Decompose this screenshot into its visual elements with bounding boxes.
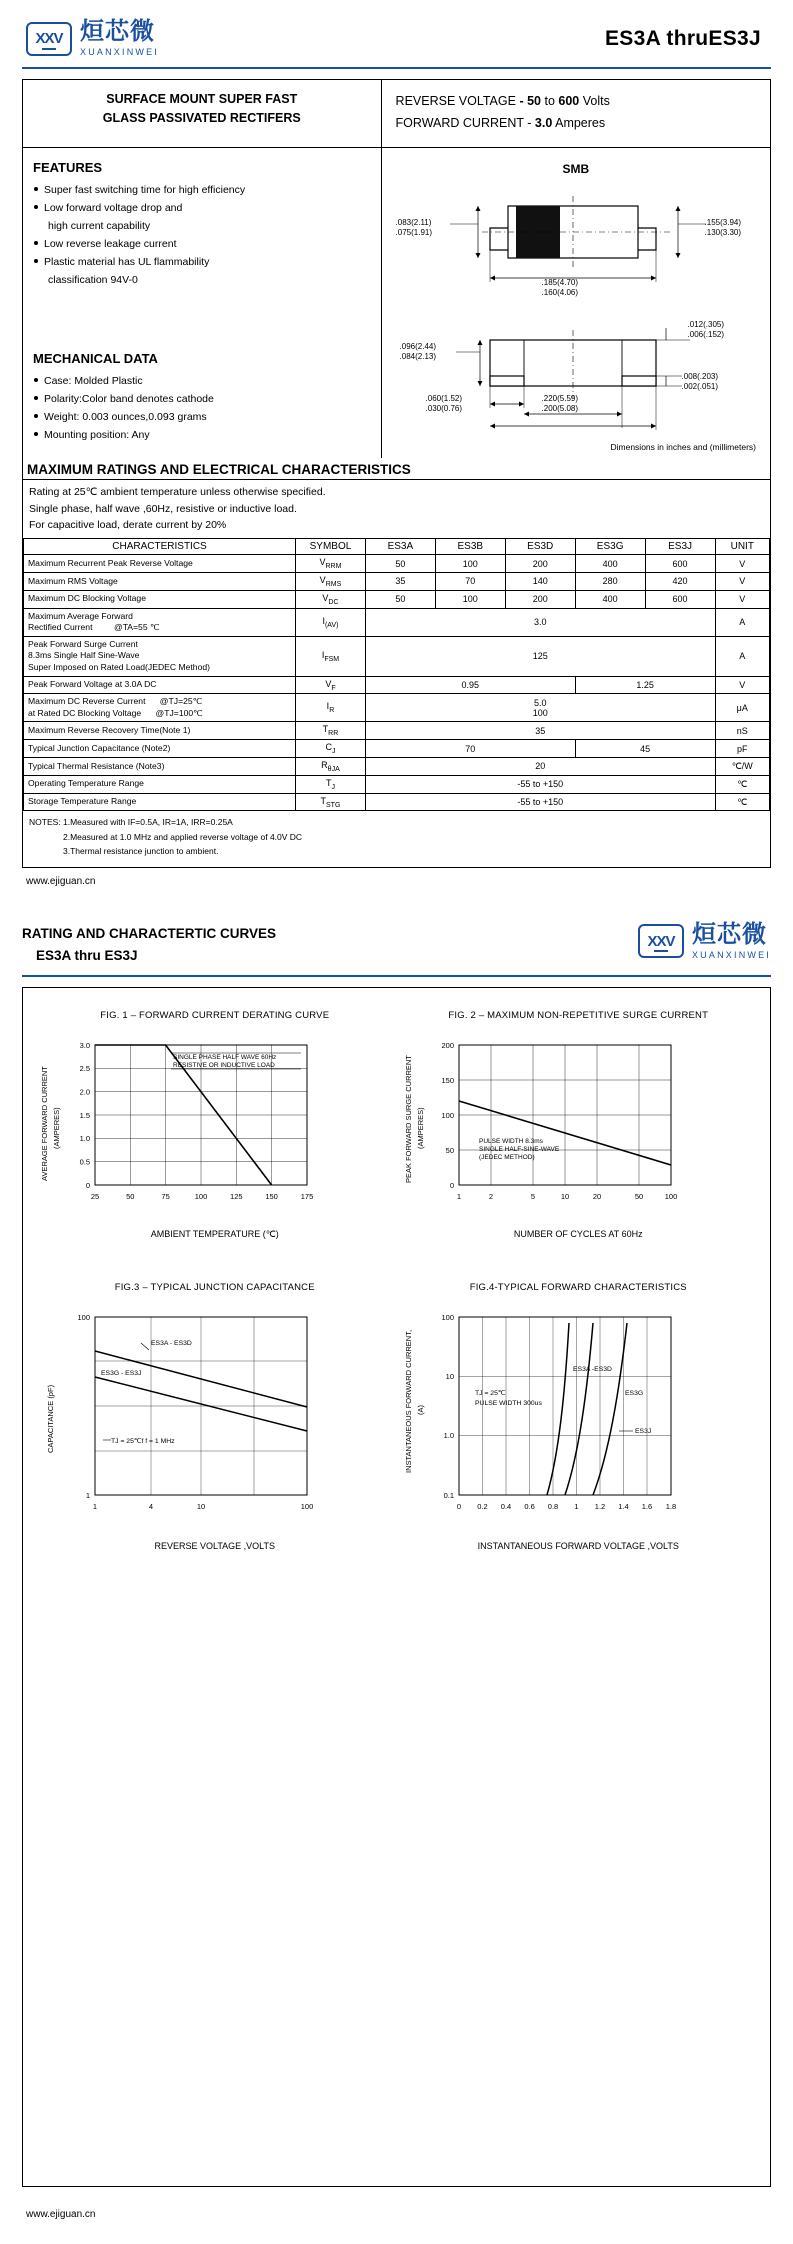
col-es3d: ES3D <box>505 539 575 555</box>
datasheet-frame <box>22 79 771 868</box>
row-characteristic: Maximum Reverse Recovery Time(Note 1) <box>24 722 296 740</box>
ratings-condition-line: Rating at 25℃ ambient temperature unless otherwise specified. <box>29 485 326 498</box>
logo-mark-icon: XXV <box>26 22 72 56</box>
page-header <box>22 18 771 69</box>
row-value: 70 <box>435 572 505 590</box>
dim-d1: .096(2.44) <box>399 341 437 351</box>
logo-mark-icon: XXV <box>638 924 684 958</box>
table-row <box>24 775 770 793</box>
svg-text:100: 100 <box>440 1313 454 1323</box>
svg-text:100: 100 <box>664 1192 677 1202</box>
table-header-row <box>24 539 770 555</box>
features-list <box>33 181 371 289</box>
package-side-view <box>390 178 762 306</box>
dim-g1: .220(5.59) <box>541 393 579 403</box>
table-row <box>24 722 770 740</box>
row-symbol: $C_J$ <box>296 740 366 758</box>
row-characteristic: Typical Thermal Resistance (Note3) <box>24 758 296 776</box>
svg-text:75: 75 <box>161 1192 170 1202</box>
figure-2-plot <box>397 1031 727 1221</box>
svg-text:175: 175 <box>300 1192 314 1202</box>
forward-current-value: 3.0 <box>534 115 553 130</box>
figure-2-title: FIG. 2 – MAXIMUM NON-REPETITIVE SURGE CURRENT <box>448 1010 709 1022</box>
row-value: 420 <box>645 572 715 590</box>
mechanical-data-title: MECHANICAL DATA <box>33 351 158 367</box>
list-item: Polarity:Color band denotes cathode <box>33 390 371 408</box>
figure-1-plot <box>33 1031 363 1221</box>
dim-a2: .075(1.91) <box>395 228 433 238</box>
svg-text:2.5: 2.5 <box>79 1064 90 1074</box>
svg-text:1.4: 1.4 <box>617 1502 629 1512</box>
ratings-banner <box>382 80 770 147</box>
row-characteristic: Operating Temperature Range <box>24 775 296 793</box>
svg-text:125: 125 <box>230 1192 243 1202</box>
row-unit: V <box>715 676 769 694</box>
list-item: Low forward voltage drop and <box>33 199 371 217</box>
mechanical-data-list <box>33 372 371 444</box>
svg-text:50: 50 <box>634 1192 643 1202</box>
svg-text:3.0: 3.0 <box>79 1041 90 1051</box>
svg-text:(JEDEC METHOD): (JEDEC METHOD) <box>478 1154 535 1162</box>
row-characteristic: Peak Forward Voltage at 3.0A DC <box>24 676 296 694</box>
forward-current-label: FORWARD CURRENT - <box>395 115 532 130</box>
list-item: classification 94V-0 <box>48 273 138 286</box>
figure-grid <box>33 1010 760 1551</box>
features-and-drawings <box>23 148 770 458</box>
table-row <box>24 555 770 573</box>
svg-text:ES3A -ES3D: ES3A -ES3D <box>572 1366 612 1374</box>
ratings-condition-line: For capacitive load, derate current by 20% <box>29 519 227 532</box>
dim-a1: .083(2.11) <box>395 217 432 227</box>
col-es3b: ES3B <box>435 539 505 555</box>
svg-text:100: 100 <box>194 1192 208 1202</box>
part-number-title: ES3A thruES3J <box>604 26 761 50</box>
row-value: 0.95 <box>365 676 575 694</box>
row-value: 140 <box>505 572 575 590</box>
row-unit: A <box>715 608 769 636</box>
row-unit: ℃/W <box>715 758 769 776</box>
brand-name-cn: 烜芯微 <box>691 920 767 948</box>
max-ratings-title: MAXIMUM RATINGS AND ELECTRICAL CHARACTERISTICS <box>23 458 770 480</box>
svg-text:PEAK FORWARD SURGE CURRENT: PEAK FORWARD SURGE CURRENT <box>403 1055 413 1184</box>
row-value: 600 <box>645 555 715 573</box>
figure-4 <box>397 1282 761 1551</box>
row-characteristic: Storage Temperature Range <box>24 793 296 811</box>
row-unit: pF <box>715 740 769 758</box>
page-2 <box>0 897 793 2241</box>
dim-d2: .084(2.13) <box>399 352 437 362</box>
svg-text:(A): (A) <box>415 1405 425 1416</box>
row-symbol: $I_{FSM}$ <box>296 636 366 676</box>
row-value: 200 <box>505 590 575 608</box>
svg-text:1: 1 <box>92 1502 98 1512</box>
row-value: 400 <box>575 590 645 608</box>
figure-3 <box>33 1282 397 1551</box>
row-value: 400 <box>575 555 645 573</box>
dim-b1: .155(3.94) <box>704 217 742 227</box>
note-3: 3.Thermal resistance junction to ambient. <box>63 846 219 857</box>
svg-text:AVERAGE FORWARD CURRENT: AVERAGE FORWARD CURRENT <box>40 1066 49 1182</box>
svg-text:INSTANTANEOUS FORWARD CURRENT,: INSTANTANEOUS FORWARD CURRENT, <box>403 1330 413 1474</box>
page2-title-line1: RATING AND CHARACTERTIC CURVES <box>22 925 277 941</box>
svg-text:4: 4 <box>148 1502 154 1512</box>
row-characteristic: Maximum Recurrent Peak Reverse Voltage <box>24 555 296 573</box>
table-row <box>24 572 770 590</box>
figure-1-title: FIG. 1 – FORWARD CURRENT DERATING CURVE <box>100 1010 330 1022</box>
col-symbol: SYMBOL <box>296 539 366 555</box>
row-value: -55 to +150 <box>365 793 715 811</box>
figure-2-xlabel: NUMBER OF CYCLES AT 60Hz <box>513 1229 643 1240</box>
svg-text:25: 25 <box>90 1192 100 1202</box>
figure-3-plot <box>33 1303 363 1533</box>
row-characteristic: Peak Forward Surge Current 8.3ms Single Half Sine-Wave Super Imposed on Rated Load(JEDEC Method) <box>24 636 296 676</box>
svg-text:2: 2 <box>488 1192 493 1202</box>
svg-text:ES3J: ES3J <box>634 1428 651 1436</box>
page2-header <box>22 920 771 978</box>
svg-text:5: 5 <box>530 1192 535 1202</box>
package-footprint-view <box>390 318 762 438</box>
brand-name-en: XUANXINWEI <box>80 47 160 57</box>
table-body <box>24 555 770 811</box>
svg-text:1.2: 1.2 <box>594 1502 605 1512</box>
brand-name-cn: 烜芯微 <box>80 18 155 45</box>
note-1: NOTES: 1.Measured with IF=0.5A, IR=1A, IRR=0.25A <box>29 817 233 828</box>
brand-logo <box>26 20 159 57</box>
svg-text:20: 20 <box>592 1192 601 1202</box>
ratings-conditions <box>23 480 770 538</box>
svg-text:ES3G - ES3J: ES3G - ES3J <box>101 1370 142 1378</box>
svg-text:ES3A - ES3D: ES3A - ES3D <box>151 1340 192 1348</box>
svg-text:CAPACITANCE (pF): CAPACITANCE (pF) <box>46 1385 55 1454</box>
row-symbol: $I_{(AV)}$ <box>296 608 366 636</box>
banner-line-2: GLASS PASSIVATED RECTIFERS <box>102 111 301 126</box>
col-es3a: ES3A <box>365 539 435 555</box>
list-item: Weight: 0.003 ounces,0.093 grams <box>33 408 371 426</box>
svg-text:200: 200 <box>440 1041 454 1051</box>
svg-text:100: 100 <box>77 1313 90 1323</box>
table-row <box>24 676 770 694</box>
curves-frame <box>22 987 771 2187</box>
row-symbol: $R_{\theta JA}$ <box>296 758 366 776</box>
features-title: FEATURES <box>33 159 103 175</box>
svg-text:10: 10 <box>445 1372 454 1382</box>
svg-text:100: 100 <box>300 1502 314 1512</box>
svg-text:0.5: 0.5 <box>79 1157 90 1167</box>
ratings-condition-line: Single phase, half wave ,60Hz, resistive or inductive load. <box>29 502 297 515</box>
dim-f2: .030(0.76) <box>425 404 463 414</box>
row-value: 35 <box>365 572 435 590</box>
reverse-voltage-line <box>396 91 764 113</box>
dim-b2: .130(3.30) <box>704 228 742 238</box>
list-item: high current capability <box>48 219 151 232</box>
list-item: Low reverse leakage current <box>33 235 371 253</box>
svg-text:TJ = 25℃: TJ = 25℃ <box>474 1390 505 1398</box>
svg-text:1: 1 <box>573 1502 579 1512</box>
svg-text:SINGLE PHASE HALF WAVE 60Hz: SINGLE PHASE HALF WAVE 60Hz <box>173 1054 277 1062</box>
svg-text:(AMPERES): (AMPERES) <box>415 1107 425 1150</box>
svg-text:(AMPERES): (AMPERES) <box>52 1107 61 1150</box>
reverse-voltage-min: - 50 <box>519 94 541 108</box>
svg-text:0.8: 0.8 <box>547 1502 558 1512</box>
row-value: 5.0 100 <box>365 694 715 722</box>
row-value: -55 to +150 <box>365 775 715 793</box>
row-symbol: $V_{RRM}$ <box>296 555 366 573</box>
row-unit: V <box>715 572 769 590</box>
row-characteristic: Typical Junction Capacitance (Note2) <box>24 740 296 758</box>
svg-text:1.0: 1.0 <box>79 1134 90 1144</box>
row-value: 20 <box>365 758 715 776</box>
list-item: Plastic material has UL flammability <box>33 253 371 271</box>
reverse-voltage-to: to <box>544 94 555 108</box>
row-symbol: $V_{RMS}$ <box>296 572 366 590</box>
svg-text:150: 150 <box>440 1076 454 1086</box>
row-characteristic: Maximum DC Blocking Voltage <box>24 590 296 608</box>
svg-text:0.6: 0.6 <box>523 1502 535 1512</box>
svg-text:10: 10 <box>560 1192 569 1202</box>
brand-name-en: XUANXINWEI <box>691 949 771 960</box>
svg-text:1: 1 <box>85 1491 90 1501</box>
svg-text:1.5: 1.5 <box>79 1111 90 1121</box>
list-item: Case: Molded Plastic <box>33 372 371 390</box>
svg-text:PULSE WIDTH 8.3ms: PULSE WIDTH 8.3ms <box>478 1138 543 1146</box>
svg-text:1.0: 1.0 <box>443 1431 454 1441</box>
row-value: 45 <box>575 740 715 758</box>
row-unit: V <box>715 555 769 573</box>
svg-text:0: 0 <box>456 1502 461 1512</box>
row-unit: V <box>715 590 769 608</box>
row-symbol: $T_{STG}$ <box>296 793 366 811</box>
row-value: 3.0 <box>365 608 715 636</box>
product-banner <box>23 80 382 147</box>
svg-text:0: 0 <box>85 1181 90 1191</box>
list-item: Mounting position: Any <box>33 426 371 444</box>
col-es3g: ES3G <box>575 539 645 555</box>
svg-text:PULSE WIDTH 300us: PULSE WIDTH 300us <box>474 1400 542 1408</box>
row-unit: ℃ <box>715 793 769 811</box>
forward-current-line <box>396 113 764 135</box>
svg-text:0.4: 0.4 <box>500 1502 511 1512</box>
svg-text:1: 1 <box>456 1192 461 1202</box>
svg-text:10: 10 <box>196 1502 206 1512</box>
footer-website[interactable]: www.ejiguan.cn <box>26 875 96 887</box>
page-1 <box>0 0 793 897</box>
row-value: 50 <box>365 590 435 608</box>
dim-h1: .008(.203) <box>681 371 719 381</box>
row-symbol: $T_{RR}$ <box>296 722 366 740</box>
row-value: 200 <box>505 555 575 573</box>
reverse-voltage-max: 600 <box>558 94 580 108</box>
row-symbol: $I_R$ <box>296 694 366 722</box>
dim-e1: .012(.305) <box>687 319 725 329</box>
svg-text:1.6: 1.6 <box>641 1502 652 1512</box>
svg-text:50: 50 <box>445 1146 454 1156</box>
svg-text:1.8: 1.8 <box>665 1502 676 1512</box>
table-row <box>24 590 770 608</box>
table-row <box>24 694 770 722</box>
svg-text:50: 50 <box>126 1192 135 1202</box>
svg-text:0.1: 0.1 <box>443 1491 454 1501</box>
table-row <box>24 636 770 676</box>
row-symbol: $V_{DC}$ <box>296 590 366 608</box>
page2-title-line2: ES3A thru ES3J <box>36 948 138 964</box>
footer-website-2[interactable]: www.ejiguan.cn <box>26 2209 96 2221</box>
col-es3j: ES3J <box>645 539 715 555</box>
row-symbol: $T_J$ <box>296 775 366 793</box>
reverse-voltage-unit: Volts <box>582 94 610 108</box>
table-row <box>24 608 770 636</box>
svg-text:100: 100 <box>440 1111 454 1121</box>
table-row <box>24 758 770 776</box>
svg-text:RESISTIVE OR INDUCTIVE LOAD: RESISTIVE OR INDUCTIVE LOAD <box>173 1062 275 1070</box>
table-row <box>24 740 770 758</box>
dim-g2: .200(5.08) <box>541 404 579 414</box>
row-characteristic: Maximum RMS Voltage <box>24 572 296 590</box>
note-2: 2.Measured at 1.0 MHz and applied reverse voltage of 4.0V DC <box>63 831 303 842</box>
page2-title <box>22 923 276 968</box>
col-characteristics: CHARACTERISTICS <box>24 539 296 555</box>
row-unit: μA <box>715 694 769 722</box>
col-unit: UNIT <box>715 539 769 555</box>
svg-text:0: 0 <box>449 1181 454 1191</box>
svg-text:150: 150 <box>265 1192 278 1202</box>
brand-logo-2 <box>638 920 771 960</box>
svg-text:SINGLE HALF-SINE-WAVE: SINGLE HALF-SINE-WAVE <box>478 1146 559 1154</box>
reverse-voltage-label: REVERSE VOLTAGE <box>395 94 516 108</box>
features-column <box>23 148 382 458</box>
row-value: 100 <box>435 590 505 608</box>
dim-e2: .006(.152) <box>687 330 725 340</box>
row-value: 1.25 <box>575 676 715 694</box>
figure-4-xlabel: INSTANTANEOUS FORWARD VOLTAGE ,VOLTS <box>477 1541 679 1552</box>
banner-line-1: SURFACE MOUNT SUPER FAST <box>106 92 298 106</box>
row-value: 100 <box>435 555 505 573</box>
figure-1 <box>33 1010 397 1240</box>
row-value: 125 <box>365 636 715 676</box>
figure-4-title: FIG.4-TYPICAL FORWARD CHARACTERISTICS <box>469 1282 687 1294</box>
row-value: 600 <box>645 590 715 608</box>
dim-c2: .160(4.06) <box>541 288 579 298</box>
row-value: 70 <box>365 740 575 758</box>
svg-text:0.2: 0.2 <box>476 1502 488 1512</box>
row-value: 35 <box>365 722 715 740</box>
banner-row <box>23 80 770 148</box>
package-label: SMB <box>562 161 590 176</box>
table-notes <box>23 811 770 866</box>
row-symbol: $V_F$ <box>296 676 366 694</box>
svg-text:2.0: 2.0 <box>79 1087 90 1097</box>
table-row <box>24 793 770 811</box>
package-drawings <box>382 148 770 458</box>
svg-text:TJ = 25℃f f = 1 MHz: TJ = 25℃f f = 1 MHz <box>111 1438 175 1446</box>
figure-3-xlabel: REVERSE VOLTAGE ,VOLTS <box>154 1541 276 1552</box>
figure-1-xlabel: AMBIENT TEMPERATURE (℃) <box>150 1229 279 1240</box>
specifications-table <box>23 538 770 811</box>
list-item: Super fast switching time for high efficiency <box>33 181 371 199</box>
forward-current-unit: Amperes <box>555 115 606 130</box>
figure-2 <box>397 1010 761 1240</box>
row-unit: ℃ <box>715 775 769 793</box>
row-characteristic: Maximum DC Reverse Current @TJ=25℃ at Rated DC Blocking Voltage @TJ=100℃ <box>24 694 296 722</box>
dimension-note: Dimensions in inches and (millimeters) <box>610 441 756 452</box>
svg-text:ES3G: ES3G <box>624 1390 643 1398</box>
dim-h2: .002(.051) <box>681 382 719 392</box>
row-value: 280 <box>575 572 645 590</box>
dim-c1: .185(4.70) <box>541 277 579 287</box>
row-unit: nS <box>715 722 769 740</box>
figure-4-plot <box>397 1303 727 1533</box>
row-value: 50 <box>365 555 435 573</box>
row-characteristic: Maximum Average Forward Rectified Current @TA=55 ℃ <box>24 608 296 636</box>
row-unit: A <box>715 636 769 676</box>
figure-3-title: FIG.3 – TYPICAL JUNCTION CAPACITANCE <box>114 1282 315 1294</box>
dim-f1: .060(1.52) <box>425 393 463 403</box>
